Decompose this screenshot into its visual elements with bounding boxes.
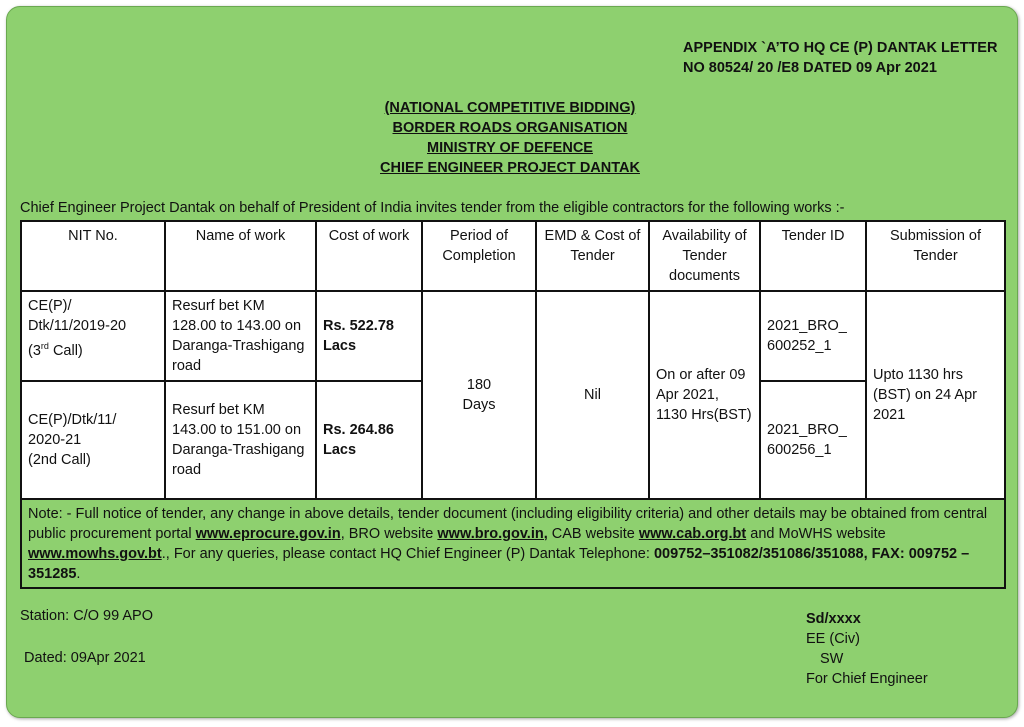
station-text: Station: C/O 99 APO xyxy=(20,608,153,624)
header-nit-no: NIT No. xyxy=(21,221,165,291)
header-availability: Availability of Tender documents xyxy=(649,221,760,291)
nit-line: CE(P)/ xyxy=(28,298,72,314)
period-value: 180 Days xyxy=(462,377,496,413)
tender-id-cell: 2021_BRO_ 600252_1 xyxy=(760,291,866,381)
work-cell: Resurf bet KM 128.00 to 143.00 on Daranga-Trashigang road xyxy=(165,291,316,381)
signature-block xyxy=(806,609,928,689)
tender-table xyxy=(20,220,1006,589)
mowhs-link[interactable]: www.mowhs.gov.bt xyxy=(28,545,162,562)
appendix-line-1: APPENDIX `A’TO HQ CE (P) DANTAK LETTER xyxy=(683,40,998,56)
tender-id-cell: 2021_BRO_ 600256_1 xyxy=(760,381,866,499)
signatory-rank: EE (Civ) xyxy=(806,631,860,647)
nit-line: 2020-21 xyxy=(28,432,82,448)
note-text: Note: - Full notice of tender, any change in above details, tender document (including eligibility criteria) and other details may be obtained from central public procurement portal xyxy=(28,505,988,542)
availability-cell: On or after 09 Apr 2021, 1130 Hrs(BST) xyxy=(649,291,760,499)
contact-phone: 009752–351082/351086/351088, FAX: 009752 –351285 xyxy=(28,545,970,582)
header-name-of-work: Name of work xyxy=(165,221,316,291)
heading-bidding: (NATIONAL COMPETITIVE BIDDING) xyxy=(384,100,636,116)
nit-line: CE(P)/Dtk/11/ xyxy=(28,412,117,428)
note-cell xyxy=(21,499,1005,588)
eprocure-link[interactable]: www.eprocure.gov.in xyxy=(195,525,341,542)
header-tender-id: Tender ID xyxy=(760,221,866,291)
cost-cell: Rs. 264.86 Lacs xyxy=(316,381,422,499)
cost-cell: Rs. 522.78 Lacs xyxy=(316,291,422,381)
intro-text: Chief Engineer Project Dantak on behalf of President of India invites tender from the eligible contractors for the following works :- xyxy=(20,200,845,216)
heading-ministry: MINISTRY OF DEFENCE xyxy=(427,140,593,156)
header-emd: EMD & Cost of Tender xyxy=(536,221,649,291)
submission-cell: Upto 1130 hrs (BST) on 24 Apr 2021 xyxy=(866,291,1005,499)
header-cost-of-work: Cost of work xyxy=(316,221,422,291)
note-text: , BRO website xyxy=(340,525,438,542)
nit-cell xyxy=(21,381,165,499)
period-cell xyxy=(422,291,536,499)
work-cell: Resurf bet KM 143.00 to 151.00 on Daranga-Trashigang road xyxy=(165,381,316,499)
table-header-row xyxy=(21,221,1005,291)
signature: Sd/xxxx xyxy=(806,611,861,627)
signatory-for: For Chief Engineer xyxy=(806,671,928,687)
note-text: . xyxy=(76,565,81,582)
notice-headings xyxy=(300,98,720,178)
cab-link[interactable]: www.cab.org.bt xyxy=(638,525,747,542)
nit-line: Dtk/11/2019-20 xyxy=(28,318,127,334)
nit-cell xyxy=(21,291,165,381)
signatory-unit: SW xyxy=(820,651,844,667)
appendix-line-2: NO 80524/ 20 /E8 DATED 09 Apr 2021 xyxy=(683,60,937,76)
nit-call-suffix: Call) xyxy=(48,342,83,359)
nit-call: (3 xyxy=(28,342,41,359)
note-text: CAB website xyxy=(547,525,639,542)
emd-cell: Nil xyxy=(536,291,649,499)
heading-organisation: BORDER ROADS ORGANISATION xyxy=(392,120,628,136)
header-submission: Submission of Tender xyxy=(866,221,1005,291)
dated-text: Dated: 09Apr 2021 xyxy=(24,650,146,666)
note-text: ., For any queries, please contact HQ Chief Engineer (P) Dantak Telephone: xyxy=(161,545,654,562)
note-row xyxy=(21,499,1005,588)
nit-line xyxy=(28,336,158,361)
nit-line: (2nd Call) xyxy=(28,452,91,468)
bro-link[interactable]: www.bro.gov.in, xyxy=(437,525,548,542)
table-row xyxy=(21,291,1005,381)
header-period: Period of Completion xyxy=(422,221,536,291)
nit-call-sup: rd xyxy=(40,341,49,351)
heading-chief-engineer: CHIEF ENGINEER PROJECT DANTAK xyxy=(380,160,640,176)
appendix-reference xyxy=(683,38,997,78)
note-text: and MoWHS website xyxy=(746,525,886,542)
